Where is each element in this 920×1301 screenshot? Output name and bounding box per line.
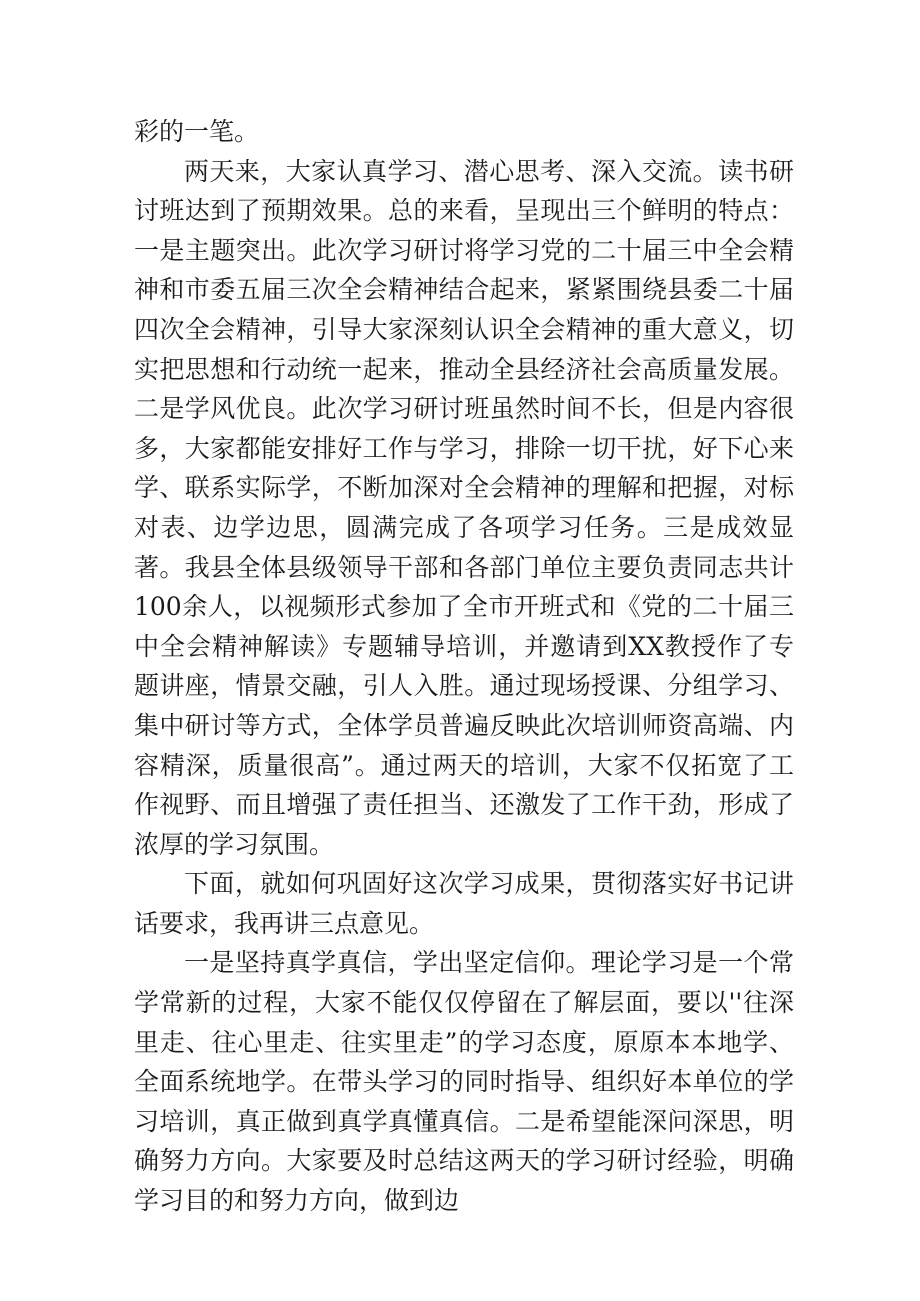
paragraph-1: 彩的一笔。 [134,117,260,146]
document-body [134,112,794,1221]
paragraph-3: 下面，就如何巩固好这次学习成果，贯彻落实好书记讲话要求，我再讲三点意见。 [134,869,794,938]
paragraph-4: 一是坚持真学真信，学出坚定信仰。理论学习是一个常学常新的过程，大家不能仅仅停留在了解层面，要以''往深里走、往心里走、往实里走”的学习态度，原原本本地学、全面系统地学。在带头学习的同时指导、组织好本单位的学习培训，真正做到真学真懂真信。二是希望能深问深思，明确努力方向。大家要及时总结这两天的学习研讨经验，明确学习目的和努力方向，做到边 [134,948,794,1216]
paragraph-2: 两天来，大家认真学习、潜心思考、深入交流。读书研讨班达到了预期效果。总的来看，呈现出三个鲜明的特点：一是主题突出。此次学习研讨将学习党的二十届三中全会精神和市委五届三次全会精神结合起来，紧紧围绕县委二十届四次全会精神，引导大家深刻认识全会精神的重大意义，切实把思想和行动统一起来，推动全县经济社会高质量发展。二是学风优良。此次学习研讨班虽然时间不长，但是内容很多，大家都能安排好工作与学习，排除一切干扰，好下心来学、联系实际学，不断加深对全会精神的理解和把握，对标对表、边学边思，圆满完成了各项学习任务。三是成效显著。我县全体县级领导干部和各部门单位主要负责同志共计100余人，以视频形式参加了全市开班式和《党的二十届三中全会精神解读》专题辅导培训，并邀请到XX教授作了专题讲座，情景交融，引人入胜。通过现场授课、分组学习、集中研讨等方式，全体学员普遍反映此次培训师资高端、内容精深，质量很高”。通过两天的培训，大家不仅拓宽了工作视野、而且增强了责任担当、还激发了工作干劲，形成了浓厚的学习氛围。 [134,156,794,859]
